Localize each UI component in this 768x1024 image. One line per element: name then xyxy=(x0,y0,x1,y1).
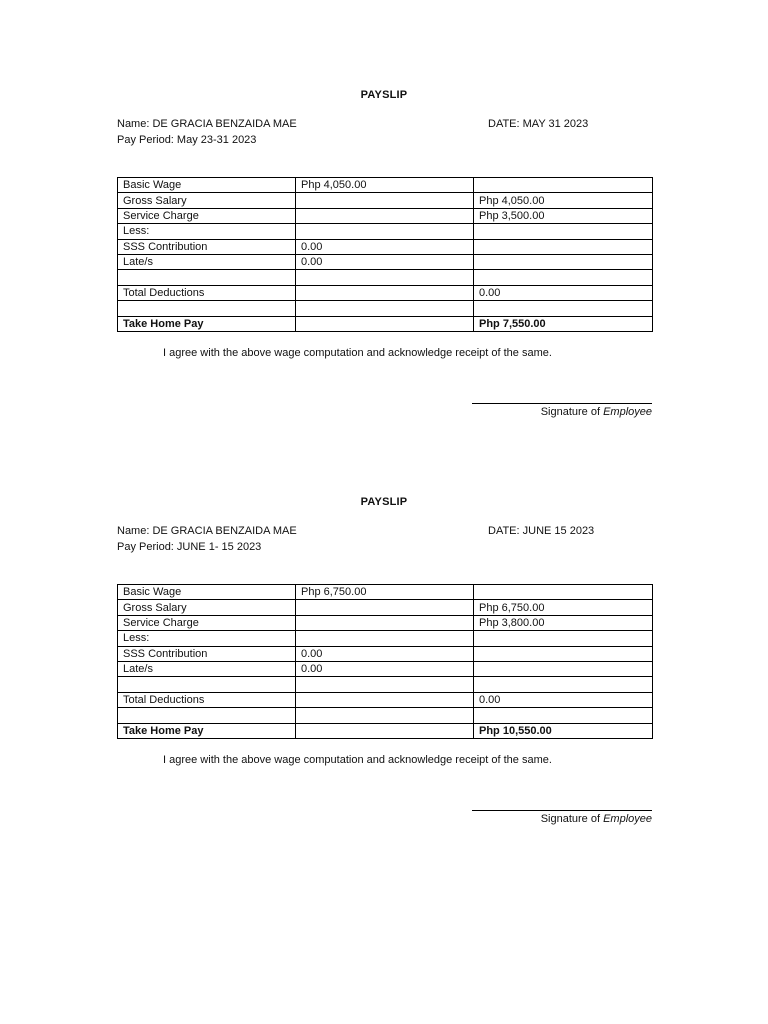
row-total xyxy=(474,178,653,193)
agreement-text: I agree with the above wage computation and acknowledge receipt of the same. xyxy=(163,754,552,766)
table-row xyxy=(118,661,653,676)
signature-role: Employee xyxy=(603,406,652,418)
row-total: 0.00 xyxy=(474,285,653,300)
table-row xyxy=(118,270,653,285)
table-row xyxy=(118,708,653,723)
payslip-date: DATE: JUNE 15 2023 xyxy=(488,525,595,537)
payslip-title: PAYSLIP xyxy=(360,496,408,508)
row-label xyxy=(118,677,296,692)
table-row xyxy=(118,677,653,692)
row-amount xyxy=(296,208,474,223)
row-amount: Php 4,050.00 xyxy=(296,178,474,193)
row-total xyxy=(474,631,653,646)
table-row xyxy=(118,224,653,239)
signature-line xyxy=(472,403,652,404)
row-total xyxy=(474,708,653,723)
row-label: Total Deductions xyxy=(118,285,296,300)
row-label xyxy=(118,270,296,285)
row-label: Take Home Pay xyxy=(118,723,296,738)
table-row xyxy=(118,254,653,269)
wage-table xyxy=(117,584,653,739)
take-home-amount: Php 10,550.00 xyxy=(474,723,653,738)
row-amount xyxy=(296,677,474,692)
row-total xyxy=(474,270,653,285)
row-total xyxy=(474,585,653,600)
table-row xyxy=(118,208,653,223)
row-amount xyxy=(296,224,474,239)
row-label: Gross Salary xyxy=(118,600,296,615)
table-row xyxy=(118,646,653,661)
wage-table xyxy=(117,177,653,332)
pay-period: Pay Period: JUNE 1- 15 2023 xyxy=(117,541,262,553)
table-row xyxy=(118,615,653,630)
row-amount xyxy=(296,316,474,331)
agreement-text: I agree with the above wage computation and acknowledge receipt of the same. xyxy=(163,347,552,359)
take-home-amount: Php 7,550.00 xyxy=(474,316,653,331)
row-amount xyxy=(296,723,474,738)
row-label: Service Charge xyxy=(118,615,296,630)
row-label: Less: xyxy=(118,224,296,239)
row-amount: 0.00 xyxy=(296,239,474,254)
row-amount xyxy=(296,193,474,208)
row-label: SSS Contribution xyxy=(118,646,296,661)
employee-name: Name: DE GRACIA BENZAIDA MAE xyxy=(117,118,297,130)
row-total xyxy=(474,646,653,661)
row-amount xyxy=(296,600,474,615)
row-amount xyxy=(296,631,474,646)
employee-name: Name: DE GRACIA BENZAIDA MAE xyxy=(117,525,297,537)
signature-line xyxy=(472,810,652,811)
row-amount xyxy=(296,615,474,630)
row-total xyxy=(474,677,653,692)
take-home-row xyxy=(118,723,653,738)
table-row xyxy=(118,178,653,193)
row-label xyxy=(118,708,296,723)
row-amount: Php 6,750.00 xyxy=(296,585,474,600)
take-home-row xyxy=(118,316,653,331)
row-amount xyxy=(296,301,474,316)
row-total xyxy=(474,301,653,316)
table-row xyxy=(118,631,653,646)
payslip-date: DATE: MAY 31 2023 xyxy=(488,118,589,130)
row-label: SSS Contribution xyxy=(118,239,296,254)
row-label: Less: xyxy=(118,631,296,646)
row-label: Basic Wage xyxy=(118,178,296,193)
row-label: Take Home Pay xyxy=(118,316,296,331)
row-amount: 0.00 xyxy=(296,661,474,676)
table-row xyxy=(118,301,653,316)
row-label: Total Deductions xyxy=(118,692,296,707)
row-total xyxy=(474,224,653,239)
row-amount xyxy=(296,285,474,300)
row-label xyxy=(118,301,296,316)
row-amount xyxy=(296,692,474,707)
table-row xyxy=(118,193,653,208)
row-total xyxy=(474,239,653,254)
payslip-2 xyxy=(0,407,768,825)
row-total xyxy=(474,661,653,676)
row-label: Late/s xyxy=(118,254,296,269)
row-total: Php 3,800.00 xyxy=(474,615,653,630)
table-row xyxy=(118,600,653,615)
row-label: Gross Salary xyxy=(118,193,296,208)
row-amount: 0.00 xyxy=(296,254,474,269)
signature-prefix: Signature of xyxy=(540,406,604,418)
row-label: Late/s xyxy=(118,661,296,676)
row-total: Php 6,750.00 xyxy=(474,600,653,615)
pay-period: Pay Period: May 23-31 2023 xyxy=(117,134,257,146)
row-amount xyxy=(296,708,474,723)
row-label: Basic Wage xyxy=(118,585,296,600)
signature-prefix: Signature of xyxy=(540,813,604,825)
table-row xyxy=(118,239,653,254)
table-row xyxy=(118,585,653,600)
table-row xyxy=(118,285,653,300)
row-total xyxy=(474,254,653,269)
table-row xyxy=(118,692,653,707)
row-total: Php 3,500.00 xyxy=(474,208,653,223)
row-label: Service Charge xyxy=(118,208,296,223)
signature-role: Employee xyxy=(603,813,652,825)
payslip-title: PAYSLIP xyxy=(360,89,408,101)
row-total: Php 4,050.00 xyxy=(474,193,653,208)
payslip-1 xyxy=(0,0,768,418)
row-total: 0.00 xyxy=(474,692,653,707)
signature-label xyxy=(472,813,652,825)
row-amount: 0.00 xyxy=(296,646,474,661)
row-amount xyxy=(296,270,474,285)
